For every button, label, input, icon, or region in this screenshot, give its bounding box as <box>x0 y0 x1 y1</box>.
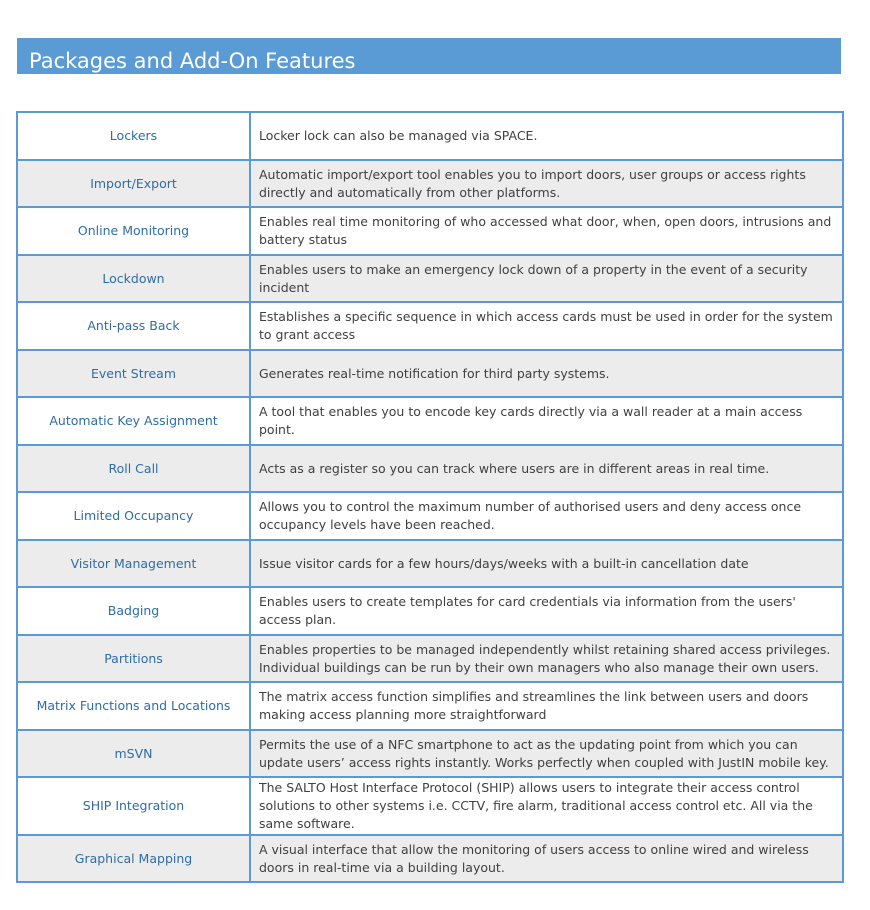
feature-name: Roll Call <box>18 446 251 491</box>
feature-description: Establishes a specific sequence in which access cards must be used in order for the system to grant access <box>259 309 833 342</box>
feature-description: Generates real-time notification for third party systems. <box>259 365 610 381</box>
table-row <box>18 398 842 446</box>
feature-name: mSVN <box>18 731 251 776</box>
table-row <box>18 731 842 778</box>
feature-name: Event Stream <box>18 351 251 396</box>
feature-name: Badging <box>18 588 251 634</box>
page-title: Packages and Add-On Features <box>29 49 356 73</box>
table-row <box>18 588 842 636</box>
feature-name: Lockers <box>18 113 251 159</box>
table-row <box>18 683 842 731</box>
header-banner <box>17 38 841 74</box>
feature-name: Lockdown <box>18 256 251 301</box>
table-row <box>18 541 842 588</box>
feature-name: SHIP Integration <box>18 778 251 834</box>
feature-name: Partitions <box>18 636 251 681</box>
table-row <box>18 256 842 303</box>
feature-description: A visual interface that allow the monitoring of users access to online wired and wireless doors in real-time via a building layout. <box>259 841 809 875</box>
table-row <box>18 446 842 493</box>
feature-description: Permits the use of a NFC smartphone to act as the updating point from which you can update users’ access rights instantly. Works perfectly when coupled with JustIN mobile key. <box>259 736 829 770</box>
table-row <box>18 836 842 881</box>
table-row <box>18 351 842 398</box>
feature-name: Anti-pass Back <box>18 303 251 349</box>
table-row <box>18 493 842 541</box>
feature-description: Automatic import/export tool enables you to import doors, user groups or access rights directly and automatically from other platforms. <box>259 166 806 200</box>
feature-description: Enables users to make an emergency lock down of a property in the event of a security incident <box>259 261 808 295</box>
feature-name: Automatic Key Assignment <box>18 398 251 444</box>
feature-description: Enables properties to be managed independently whilst retaining shared access privileges. Individual buildings can be run by their own managers who also manage their own users. <box>259 641 831 675</box>
feature-description: Enables users to create templates for card credentials via information from the users' access plan. <box>259 594 796 627</box>
feature-name: Limited Occupancy <box>18 493 251 539</box>
table-row <box>18 303 842 351</box>
feature-description: Enables real time monitoring of who accessed what door, when, open doors, intrusions and battery status <box>259 214 832 247</box>
feature-description: A tool that enables you to encode key cards directly via a wall reader at a main access point. <box>259 404 803 437</box>
feature-name: Visitor Management <box>18 541 251 586</box>
feature-name: Online Monitoring <box>18 208 251 254</box>
feature-name: Import/Export <box>18 161 251 206</box>
table-row <box>18 778 842 836</box>
table-row <box>18 161 842 208</box>
feature-name: Graphical Mapping <box>18 836 251 881</box>
table-row <box>18 113 842 161</box>
features-table <box>16 111 844 883</box>
feature-description: Acts as a register so you can track where users are in different areas in real time. <box>259 460 770 476</box>
table-row <box>18 208 842 256</box>
feature-description: Allows you to control the maximum number of authorised users and deny access once occupancy levels have been reached. <box>259 499 802 532</box>
table-row <box>18 636 842 683</box>
feature-description: The SALTO Host Interface Protocol (SHIP) allows users to integrate their access control solutions to other systems i.e. CCTV, fire alarm, traditional access control etc. All via the same software. <box>259 780 813 831</box>
feature-description: Locker lock can also be managed via SPACE. <box>259 128 538 143</box>
feature-name: Matrix Functions and Locations <box>18 683 251 729</box>
feature-description: Issue visitor cards for a few hours/days/weeks with a built-in cancellation date <box>259 555 749 571</box>
feature-description: The matrix access function simplifies and streamlines the link between users and doors making access planning more straightforward <box>259 689 809 722</box>
